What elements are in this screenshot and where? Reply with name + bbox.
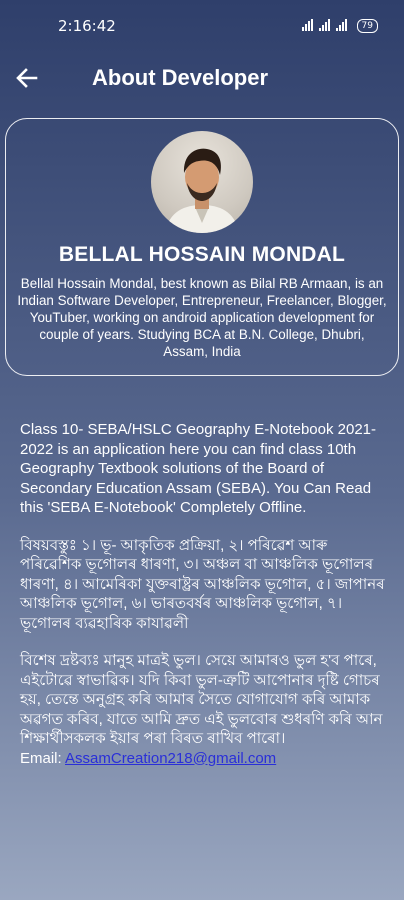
- battery-icon: 79: [357, 19, 378, 33]
- developer-name: BELLAL HOSSAIN MONDAL: [58, 243, 346, 266]
- status-bar: [0, 0, 404, 52]
- developer-card: [5, 118, 399, 376]
- email-link[interactable]: AssamCreation218@gmail.com: [65, 749, 277, 767]
- developer-avatar: [151, 131, 253, 233]
- intro-text: Class 10- SEBA/HSLC Geography E-Notebook 2021-2022 is an application here you can find class 10th Geography Textbook solutions of the Board of Secondary Education Assam (SEBA). You Can Read this 'SEBA E-Notebook' Completely Offline.: [20, 421, 377, 516]
- topics-text: বিষয়বস্তুঃ ১। ভূ- আকৃতিক প্ৰক্ৰিয়া, ২। পৰিৱেশ আৰু পৰিৱেশিক ভূগোলৰ ধাৰণা, ৩। অঞ্চল বা আঞ্চলিক ভূগোলৰ ধাৰণা, ৪। আমেৰিকা যুক্তৰাষ্ট্ৰৰ আঞ্চলিক ভূগোল, ৫। জাপানৰ আঞ্চলিক ভূগোল, ৬। ভাৰতবৰ্ষৰ আঞ্চলিক ভূগোল, ৭। ভূগোলৰ ব্যৱহাৰিক কাযাৱলী: [20, 536, 385, 632]
- cell-signal-2-icon: [336, 19, 347, 34]
- email-label: Email:: [20, 749, 66, 767]
- back-button[interactable]: [16, 58, 56, 98]
- email-line: [20, 749, 388, 769]
- app-bar: [0, 52, 404, 104]
- developer-bio: Bellal Hossain Mondal, best known as Bilal RB Armaan, is an Indian Software Developer, Entrepreneur, Freelancer, Blogger, YouTuber, working on android application development for couple of years. Studying BCA at B.N. College, Dhubri, Assam, India: [17, 276, 387, 359]
- app-description: [20, 420, 388, 768]
- page-title: About Developer: [92, 65, 269, 90]
- cell-signal-icon: [319, 19, 330, 34]
- wifi-signal-icon: [302, 19, 313, 34]
- back-arrow-icon: [16, 67, 38, 89]
- status-icons: [302, 19, 378, 34]
- note-text: বিশেষ দ্ৰষ্টব্যঃ মানুহ মাত্ৰই ভুল। সেয়ে আমাৰও ভুল হ'ব পাৰে, এইটোৱে স্বাভাৱিক। যদি কিবা ভুল-ত্ৰুটি আপোনাৰ দৃষ্টি গোচৰ হয়, তেন্তে অনুগ্ৰহ কৰি আমাৰ সৈতে যোগাযোগ কৰি আমাক অৱগত কৰিব, যাতে আমি দ্ৰুত এই ভুলবোৰ শুধৰণি কৰি আন শিক্ষাৰ্থীসকলক ইয়াৰ পৰা বিৰত ৰাখিব পাৰো।: [20, 652, 383, 747]
- status-time: 2:16:42: [58, 17, 116, 35]
